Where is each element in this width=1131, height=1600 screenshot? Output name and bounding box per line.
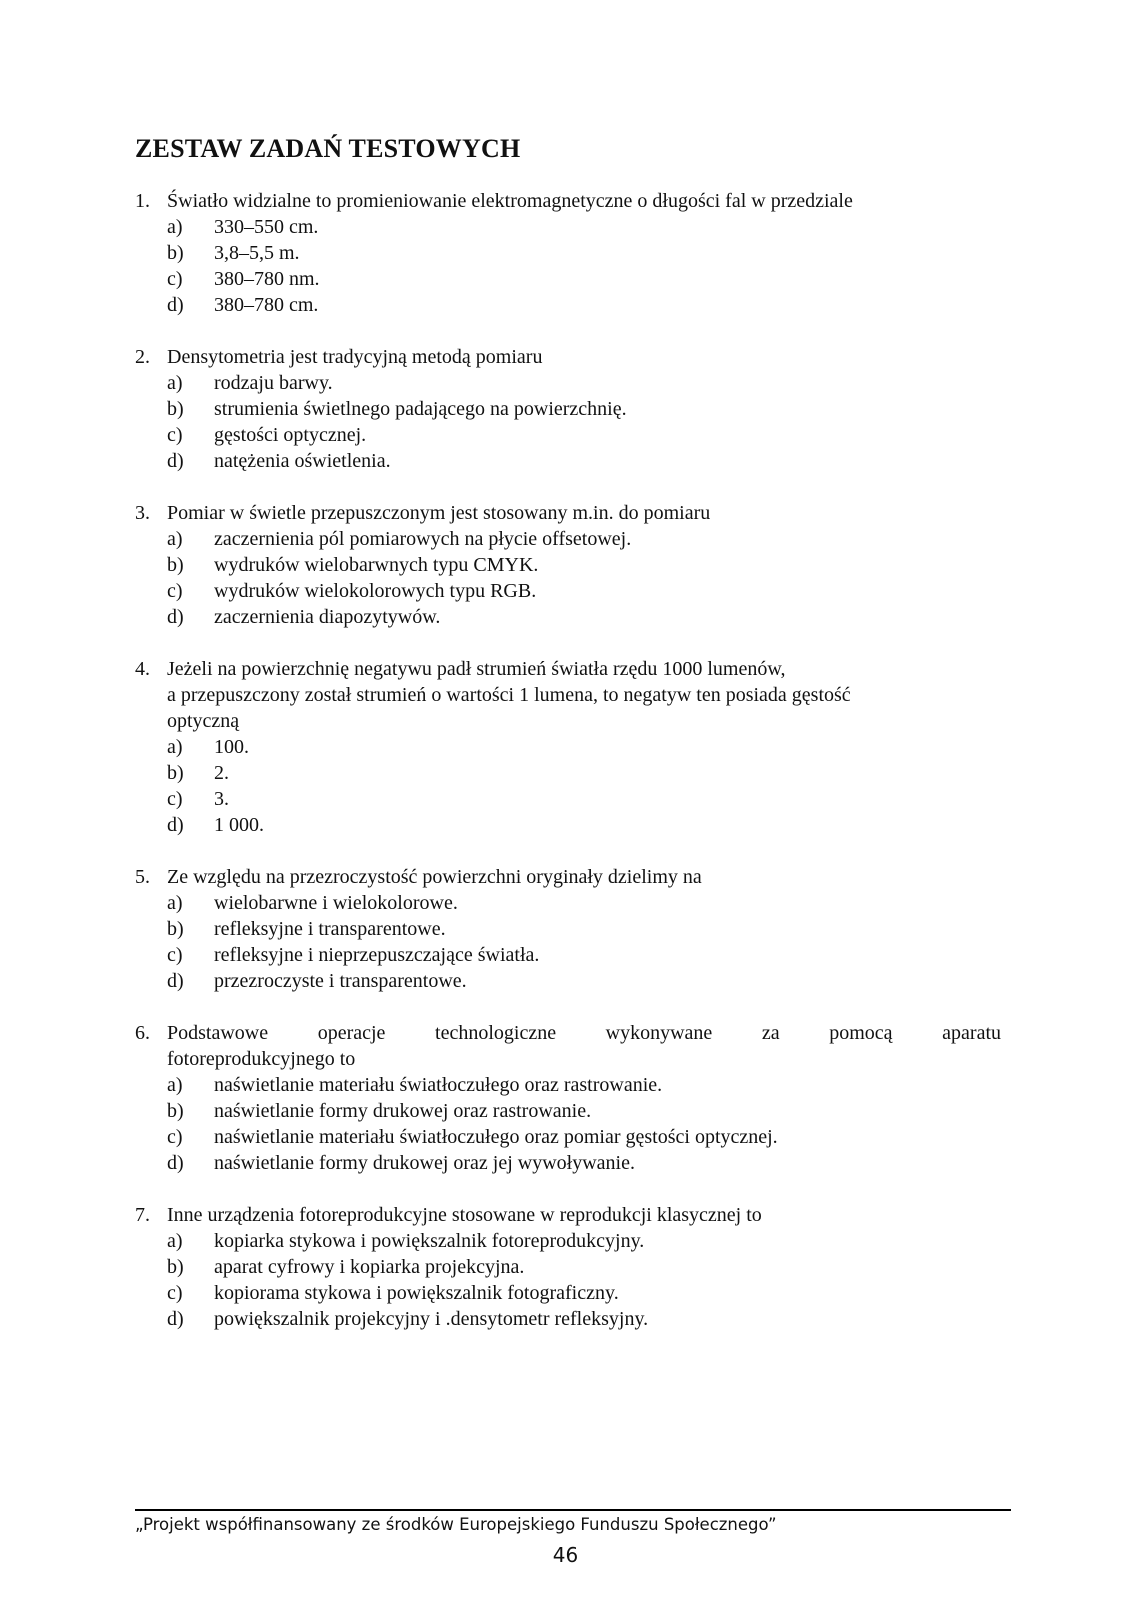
option-letter: d) (167, 814, 184, 836)
question-list (135, 188, 1001, 1358)
option-letter: c) (167, 944, 183, 966)
option-b (167, 1098, 1001, 1124)
option-c (167, 786, 1001, 812)
option-letter: b) (167, 398, 184, 420)
option-letter: c) (167, 788, 183, 810)
option-letter: d) (167, 1308, 184, 1330)
question-line: a przepuszczony został strumień o wartości 1 lumena, to negatyw ten posiada gęstość (167, 684, 851, 706)
question-line: Densytometria jest tradycyjną metodą pomiaru (167, 346, 543, 368)
option-text: refleksyjne i transparentowe. (214, 918, 446, 940)
option-text: naświetlanie formy drukowej oraz jej wywoływanie. (214, 1152, 635, 1174)
option-text: zaczernienia pól pomiarowych na płycie offsetowej. (214, 528, 632, 550)
option-d (167, 448, 1001, 474)
question-text (167, 344, 1001, 370)
question-number: 5. (135, 866, 150, 888)
option-c (167, 942, 1001, 968)
question-4 (135, 656, 1001, 838)
question-line: Inne urządzenia fotoreprodukcyjne stosowane w reprodukcji klasycznej to (167, 1204, 762, 1226)
option-letter: b) (167, 918, 184, 940)
question-number: 2. (135, 346, 150, 368)
option-text: zaczernienia diapozytywów. (214, 606, 441, 628)
option-d (167, 1306, 1001, 1332)
option-list (167, 370, 1001, 474)
option-b (167, 916, 1001, 942)
option-text: wydruków wielokolorowych typu RGB. (214, 580, 537, 602)
option-letter: b) (167, 554, 184, 576)
question-text (167, 1202, 1001, 1228)
question-3 (135, 500, 1001, 630)
option-a (167, 214, 1001, 240)
option-text: 100. (214, 736, 249, 758)
option-letter: b) (167, 762, 184, 784)
option-c (167, 578, 1001, 604)
option-c (167, 422, 1001, 448)
option-b (167, 760, 1001, 786)
question-number: 3. (135, 502, 150, 524)
question-6 (135, 1020, 1001, 1176)
option-list (167, 1072, 1001, 1176)
question-number: 6. (135, 1022, 150, 1044)
option-text: naświetlanie formy drukowej oraz rastrowanie. (214, 1100, 592, 1122)
option-a (167, 370, 1001, 396)
option-text: rodzaju barwy. (214, 372, 333, 394)
question-line: fotoreprodukcyjnego to (167, 1048, 356, 1070)
option-d (167, 1150, 1001, 1176)
option-text: refleksyjne i nieprzepuszczające światła. (214, 944, 540, 966)
question-text (167, 500, 1001, 526)
question-line: Jeżeli na powierzchnię negatywu padł strumień światła rzędu 1000 lumenów, (167, 658, 786, 680)
option-list (167, 526, 1001, 630)
option-letter: c) (167, 1282, 183, 1304)
option-text: naświetlanie materiału światłoczułego oraz pomiar gęstości optycznej. (214, 1126, 778, 1148)
option-text: gęstości optycznej. (214, 424, 367, 446)
option-letter: d) (167, 1152, 184, 1174)
option-list (167, 214, 1001, 318)
option-text: naświetlanie materiału światłoczułego oraz rastrowanie. (214, 1074, 663, 1096)
question-1 (135, 188, 1001, 318)
option-letter: b) (167, 1256, 184, 1278)
option-letter: d) (167, 294, 184, 316)
option-letter: d) (167, 450, 184, 472)
option-text: aparat cyfrowy i kopiarka projekcyjna. (214, 1256, 525, 1278)
option-d (167, 604, 1001, 630)
option-letter: a) (167, 372, 183, 394)
question-5 (135, 864, 1001, 994)
option-text: 2. (214, 762, 229, 784)
option-letter: d) (167, 970, 184, 992)
option-a (167, 734, 1001, 760)
option-list (167, 1228, 1001, 1332)
option-letter: a) (167, 892, 183, 914)
option-c (167, 266, 1001, 292)
option-d (167, 968, 1001, 994)
option-text: wydruków wielobarwnych typu CMYK. (214, 554, 539, 576)
option-list (167, 734, 1001, 838)
option-text: 380–780 nm. (214, 268, 320, 290)
option-text: 380–780 cm. (214, 294, 319, 316)
option-c (167, 1280, 1001, 1306)
question-line: Pomiar w świetle przepuszczonym jest stosowany m.in. do pomiaru (167, 502, 711, 524)
option-letter: c) (167, 1126, 183, 1148)
option-letter: a) (167, 528, 183, 550)
option-text: kopiorama stykowa i powiększalnik fotograficzny. (214, 1282, 619, 1304)
option-a (167, 1228, 1001, 1254)
option-letter: c) (167, 580, 183, 602)
option-text: 330–550 cm. (214, 216, 319, 238)
option-text: natężenia oświetlenia. (214, 450, 391, 472)
option-letter: b) (167, 1100, 184, 1122)
option-d (167, 812, 1001, 838)
option-letter: c) (167, 424, 183, 446)
option-letter: b) (167, 242, 184, 264)
option-d (167, 292, 1001, 318)
question-line: Podstawowe operacje technologiczne wykonywane za pomocą aparatu (167, 1022, 1001, 1044)
option-c (167, 1124, 1001, 1150)
option-letter: a) (167, 1230, 183, 1252)
question-text (167, 864, 1001, 890)
option-text: 1 000. (214, 814, 264, 836)
option-b (167, 552, 1001, 578)
question-text (167, 188, 1001, 214)
option-text: wielobarwne i wielokolorowe. (214, 892, 458, 914)
option-text: strumienia świetlnego padającego na powierzchnię. (214, 398, 627, 420)
option-text: kopiarka stykowa i powiększalnik fotoreprodukcyjny. (214, 1230, 645, 1252)
option-b (167, 1254, 1001, 1280)
question-line: optyczną (167, 710, 240, 732)
option-list (167, 890, 1001, 994)
question-line: Światło widzialne to promieniowanie elektromagnetyczne o długości fal w przedziale (167, 190, 853, 212)
option-a (167, 890, 1001, 916)
question-7 (135, 1202, 1001, 1332)
question-2 (135, 344, 1001, 474)
option-letter: d) (167, 606, 184, 628)
option-text: 3. (214, 788, 229, 810)
option-a (167, 1072, 1001, 1098)
question-number: 4. (135, 658, 150, 680)
question-number: 7. (135, 1204, 150, 1226)
option-letter: a) (167, 216, 183, 238)
option-text: 3,8–5,5 m. (214, 242, 300, 264)
option-b (167, 396, 1001, 422)
question-text (167, 1020, 1001, 1072)
option-letter: a) (167, 1074, 183, 1096)
question-text (167, 656, 1001, 734)
option-text: przezroczyste i transparentowe. (214, 970, 467, 992)
page-title: ZESTAW ZADAŃ TESTOWYCH (135, 134, 521, 163)
option-b (167, 240, 1001, 266)
option-text: powiększalnik projekcyjny i .densytometr refleksyjny. (214, 1308, 649, 1330)
page-number: 46 (552, 1543, 579, 1567)
option-letter: a) (167, 736, 183, 758)
question-number: 1. (135, 190, 150, 212)
option-letter: c) (167, 268, 183, 290)
footer-note: „Projekt współfinansowany ze środków Europejskiego Funduszu Społecznego” (135, 1515, 777, 1534)
footer-divider (135, 1509, 1011, 1511)
option-a (167, 526, 1001, 552)
question-line: Ze względu na przezroczystość powierzchni oryginały dzielimy na (167, 866, 702, 888)
